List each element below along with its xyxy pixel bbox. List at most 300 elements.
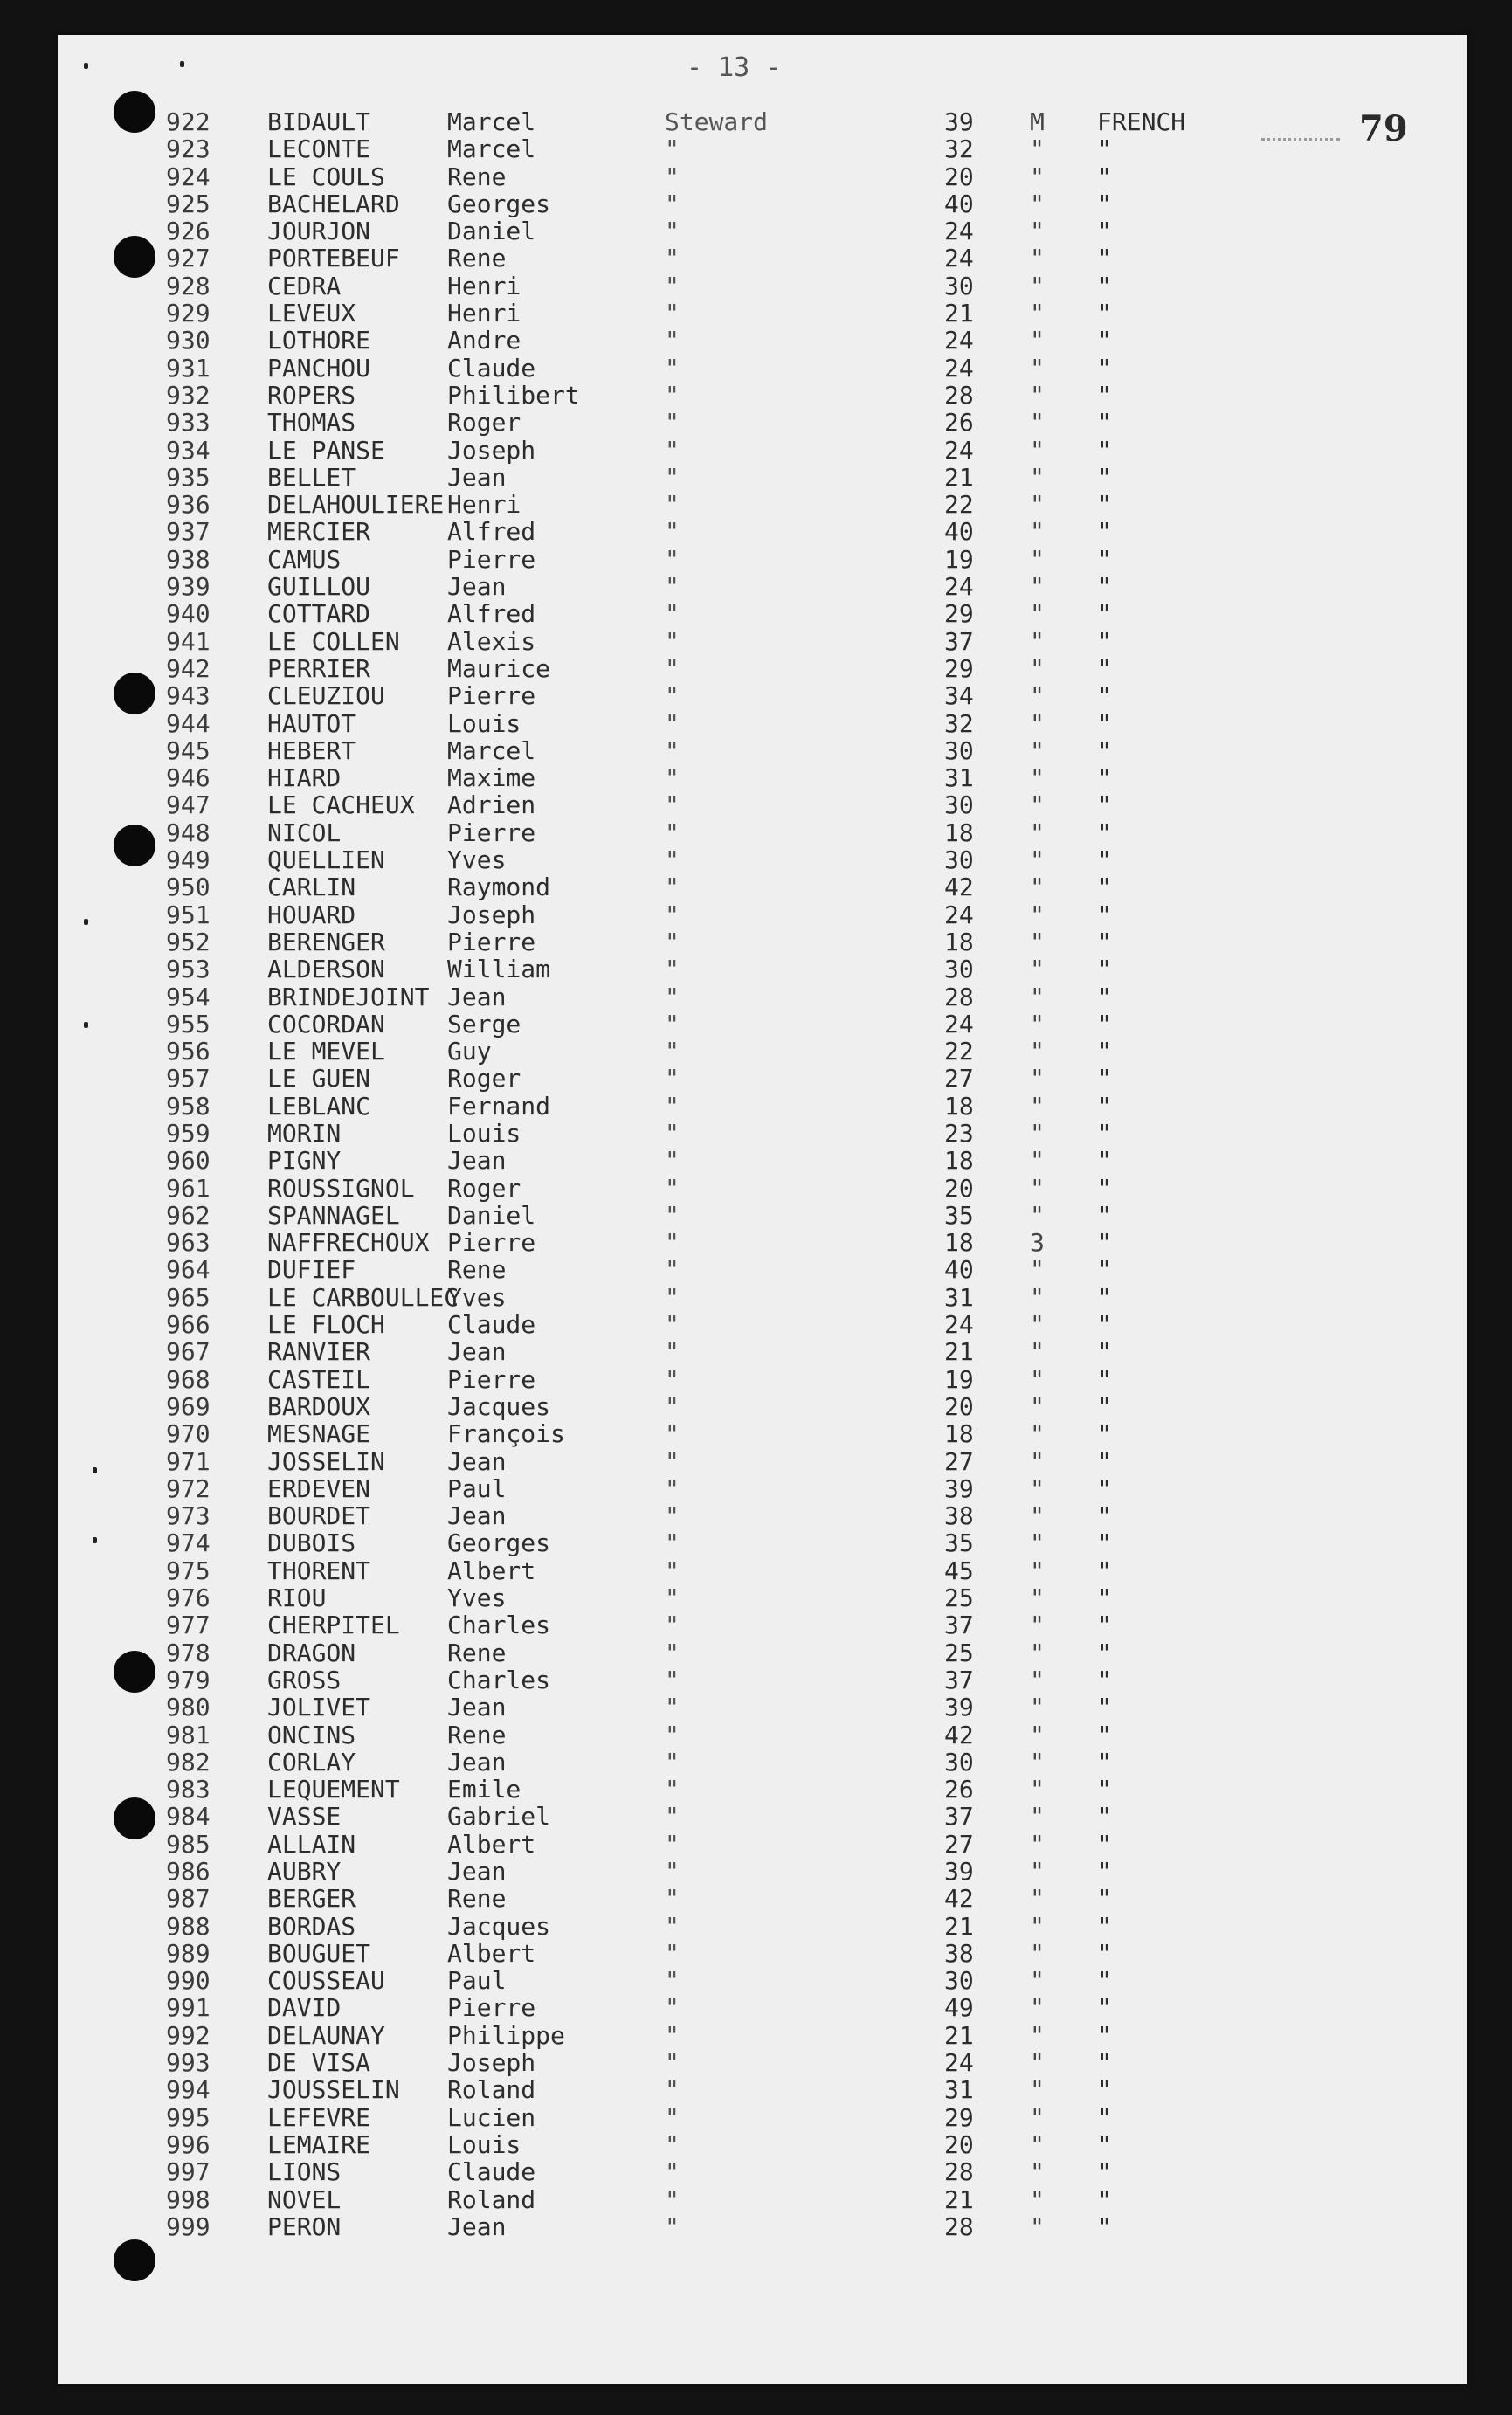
age: 29 <box>944 2102 974 2132</box>
nationality: " <box>1097 1282 1112 1312</box>
surname: LE MEVEL <box>267 1037 385 1066</box>
nationality: " <box>1097 900 1112 929</box>
given-name: Roger <box>447 1173 521 1203</box>
sex: " <box>1030 1037 1045 1066</box>
given-name: Roger <box>447 1064 521 1094</box>
given-name: Charles <box>447 1611 551 1640</box>
given-name: Maurice <box>447 653 551 683</box>
surname: BOURDET <box>267 1501 371 1531</box>
occupation: " <box>665 626 680 656</box>
nationality: " <box>1097 1665 1112 1694</box>
age: 20 <box>944 162 974 191</box>
nationality: " <box>1097 2211 1112 2241</box>
surname: LEFEVRE <box>267 2102 371 2132</box>
given-name: Serge <box>447 1009 521 1038</box>
surname: THOMAS <box>267 408 356 438</box>
sex: " <box>1030 1857 1045 1886</box>
age: 28 <box>944 380 974 410</box>
entry-number: 998 <box>166 2184 211 2214</box>
given-name: Pierre <box>447 818 536 847</box>
entry-number: 984 <box>166 1802 211 1832</box>
sex: " <box>1030 135 1045 164</box>
age: 31 <box>944 1282 974 1312</box>
sex: " <box>1030 544 1045 574</box>
entry-number: 951 <box>166 900 211 929</box>
surname: LEQUEMENT <box>267 1775 400 1804</box>
roster-row <box>58 791 1467 818</box>
given-name: Jean <box>447 462 507 492</box>
nationality: " <box>1097 1200 1112 1230</box>
occupation: " <box>665 1665 680 1694</box>
given-name: Albert <box>447 1829 536 1859</box>
surname: RIOU <box>267 1584 327 1613</box>
sex: " <box>1030 1747 1045 1777</box>
surname: ALDERSON <box>267 955 385 984</box>
occupation: " <box>665 955 680 984</box>
nationality: " <box>1097 982 1112 1011</box>
given-name: Jean <box>447 1501 507 1531</box>
given-name: Jean <box>447 572 507 602</box>
surname: ROUSSIGNOL <box>267 1173 415 1203</box>
given-name: Lucien <box>447 2102 536 2132</box>
surname: PORTEBEUF <box>267 244 400 273</box>
surname: LEVEUX <box>267 299 356 328</box>
age: 31 <box>944 763 974 793</box>
age: 30 <box>944 1966 974 1996</box>
entry-number: 942 <box>166 653 211 683</box>
nationality: " <box>1097 1419 1112 1449</box>
given-name: Jean <box>447 1337 507 1367</box>
surname: DRAGON <box>267 1638 356 1667</box>
entry-number: 976 <box>166 1584 211 1613</box>
given-name: Henri <box>447 271 521 300</box>
given-name: Guy <box>447 1037 492 1066</box>
sex: " <box>1030 982 1045 1011</box>
given-name: Jacques <box>447 1391 551 1421</box>
nationality: FRENCH <box>1097 107 1186 136</box>
nationality: " <box>1097 380 1112 410</box>
surname: ERDEVEN <box>267 1473 371 1503</box>
entry-number: 948 <box>166 818 211 847</box>
sex: " <box>1030 1310 1045 1340</box>
surname: PANCHOU <box>267 353 371 383</box>
roster-row <box>58 464 1467 491</box>
roster-row <box>58 901 1467 928</box>
entry-number: 969 <box>166 1391 211 1421</box>
entry-number: 995 <box>166 2102 211 2132</box>
entry-number: 957 <box>166 1064 211 1094</box>
roster-row <box>58 1311 1467 1338</box>
sex: " <box>1030 955 1045 984</box>
sex: 3 <box>1030 1228 1045 1258</box>
age: 18 <box>944 1419 974 1449</box>
entry-number: 992 <box>166 2020 211 2050</box>
occupation: " <box>665 845 680 875</box>
nationality: " <box>1097 1556 1112 1585</box>
sex: " <box>1030 408 1045 438</box>
age: 24 <box>944 435 974 465</box>
occupation: " <box>665 2048 680 2078</box>
nationality: " <box>1097 1584 1112 1613</box>
age: 38 <box>944 1501 974 1531</box>
sex: " <box>1030 1173 1045 1203</box>
occupation: " <box>665 217 680 246</box>
nationality: " <box>1097 1037 1112 1066</box>
given-name: Alexis <box>447 626 536 656</box>
surname: PERON <box>267 2211 342 2241</box>
age: 40 <box>944 189 974 218</box>
entry-number: 972 <box>166 1473 211 1503</box>
age: 26 <box>944 408 974 438</box>
given-name: Paul <box>447 1966 507 1996</box>
roster-row <box>58 2076 1467 2103</box>
given-name: Jean <box>447 2211 507 2241</box>
occupation: " <box>665 1337 680 1367</box>
surname: CASTEIL <box>267 1364 371 1394</box>
occupation: " <box>665 544 680 574</box>
given-name: Yves <box>447 1584 507 1613</box>
age: 39 <box>944 1473 974 1503</box>
sex: " <box>1030 818 1045 847</box>
occupation: " <box>665 1091 680 1121</box>
given-name: Andre <box>447 326 521 355</box>
roster-row <box>58 1011 1467 1038</box>
sex: " <box>1030 1993 1045 2023</box>
age: 23 <box>944 1118 974 1148</box>
sex: " <box>1030 1064 1045 1094</box>
occupation: " <box>665 599 680 629</box>
sex: " <box>1030 735 1045 765</box>
age: 31 <box>944 2075 974 2105</box>
surname: CORLAY <box>267 1747 356 1777</box>
roster-row <box>58 1338 1467 1365</box>
roster-row <box>58 1611 1467 1639</box>
roster-row <box>58 1147 1467 1174</box>
surname: LE CACHEUX <box>267 790 415 820</box>
age: 21 <box>944 462 974 492</box>
occupation: " <box>665 2020 680 2050</box>
occupation: " <box>665 2184 680 2214</box>
occupation: " <box>665 1391 680 1421</box>
entry-number: 967 <box>166 1337 211 1367</box>
roster-row <box>58 1256 1467 1283</box>
occupation: " <box>665 1693 680 1722</box>
occupation: " <box>665 1200 680 1230</box>
given-name: François <box>447 1419 565 1449</box>
roster-row <box>58 108 1467 135</box>
given-name: Rene <box>447 1255 507 1285</box>
occupation: " <box>665 462 680 492</box>
given-name: Yves <box>447 1282 507 1312</box>
age: 34 <box>944 681 974 711</box>
entry-number: 994 <box>166 2075 211 2105</box>
entry-number: 999 <box>166 2211 211 2241</box>
age: 27 <box>944 1446 974 1476</box>
nationality: " <box>1097 1501 1112 1531</box>
given-name: Jean <box>447 1747 507 1777</box>
roster-row <box>58 1366 1467 1393</box>
entry-number: 940 <box>166 599 211 629</box>
sex: " <box>1030 1200 1045 1230</box>
roster-row <box>58 2131 1467 2158</box>
occupation: " <box>665 1966 680 1996</box>
entry-number: 924 <box>166 162 211 191</box>
roster-row <box>58 764 1467 791</box>
given-name: Pierre <box>447 544 536 574</box>
surname: LE COLLEN <box>267 626 400 656</box>
sex: " <box>1030 873 1045 902</box>
entry-number: 988 <box>166 1911 211 1941</box>
occupation: " <box>665 135 680 164</box>
given-name: William <box>447 955 551 984</box>
given-name: Rene <box>447 1720 507 1749</box>
roster-row <box>58 135 1467 162</box>
roster-row <box>58 1393 1467 1420</box>
occupation: " <box>665 653 680 683</box>
roster-row <box>58 1776 1467 1803</box>
roster-row <box>58 600 1467 627</box>
entry-number: 954 <box>166 982 211 1011</box>
sex: " <box>1030 1091 1045 1121</box>
nationality: " <box>1097 544 1112 574</box>
entry-number: 955 <box>166 1009 211 1038</box>
nationality: " <box>1097 653 1112 683</box>
roster-row <box>58 1722 1467 1749</box>
sex: " <box>1030 1720 1045 1749</box>
roster-row <box>58 1502 1467 1529</box>
age: 28 <box>944 982 974 1011</box>
entry-number: 974 <box>166 1528 211 1558</box>
age: 40 <box>944 1255 974 1285</box>
age: 27 <box>944 1829 974 1859</box>
sex: " <box>1030 2048 1045 2078</box>
given-name: Marcel <box>447 735 536 765</box>
occupation: " <box>665 1037 680 1066</box>
age: 30 <box>944 1747 974 1777</box>
roster-row <box>58 1584 1467 1611</box>
given-name: Henri <box>447 490 521 520</box>
occupation: " <box>665 1255 680 1285</box>
roster-row <box>58 1803 1467 1830</box>
roster-row <box>58 1448 1467 1475</box>
nationality: " <box>1097 1802 1112 1832</box>
nationality: " <box>1097 299 1112 328</box>
surname: BELLET <box>267 462 356 492</box>
entry-number: 949 <box>166 845 211 875</box>
nationality: " <box>1097 2129 1112 2159</box>
surname: BIDAULT <box>267 107 371 136</box>
surname: JOURJON <box>267 217 371 246</box>
occupation: " <box>665 735 680 765</box>
age: 28 <box>944 2157 974 2187</box>
age: 24 <box>944 1009 974 1038</box>
given-name: Daniel <box>447 217 536 246</box>
entry-number: 944 <box>166 708 211 738</box>
occupation: " <box>665 1884 680 1914</box>
age: 32 <box>944 135 974 164</box>
given-name: Pierre <box>447 1993 536 2023</box>
entry-number: 987 <box>166 1884 211 1914</box>
given-name: Rene <box>447 1884 507 1914</box>
sex: " <box>1030 572 1045 602</box>
roster-row <box>58 2213 1467 2240</box>
age: 18 <box>944 1228 974 1258</box>
roster-row <box>58 1420 1467 1447</box>
age: 30 <box>944 735 974 765</box>
sex: " <box>1030 2102 1045 2132</box>
nationality: " <box>1097 408 1112 438</box>
given-name: Joseph <box>447 2048 536 2078</box>
roster-row <box>58 245 1467 272</box>
surname: QUELLIEN <box>267 845 385 875</box>
given-name: Adrien <box>447 790 536 820</box>
nationality: " <box>1097 626 1112 656</box>
surname: CEDRA <box>267 271 342 300</box>
entry-number: 980 <box>166 1693 211 1722</box>
age: 24 <box>944 244 974 273</box>
given-name: Jean <box>447 1857 507 1886</box>
surname: DE VISA <box>267 2048 371 2078</box>
surname: DELAUNAY <box>267 2020 385 2050</box>
occupation: " <box>665 763 680 793</box>
sex: " <box>1030 1611 1045 1640</box>
nationality: " <box>1097 1528 1112 1558</box>
age: 26 <box>944 1775 974 1804</box>
occupation: " <box>665 2211 680 2241</box>
age: 40 <box>944 517 974 547</box>
sex: " <box>1030 1255 1045 1285</box>
surname: HOUARD <box>267 900 356 929</box>
roster-row <box>58 1529 1467 1556</box>
entry-number: 970 <box>166 1419 211 1449</box>
entry-number: 936 <box>166 490 211 520</box>
surname: LOTHORE <box>267 326 371 355</box>
given-name: Marcel <box>447 107 536 136</box>
age: 28 <box>944 2211 974 2241</box>
entry-number: 941 <box>166 626 211 656</box>
roster-row <box>58 2104 1467 2131</box>
sex: " <box>1030 599 1045 629</box>
age: 29 <box>944 599 974 629</box>
given-name: Joseph <box>447 900 536 929</box>
given-name: Albert <box>447 1938 536 1968</box>
sex: " <box>1030 162 1045 191</box>
sex: " <box>1030 1146 1045 1176</box>
entry-number: 978 <box>166 1638 211 1667</box>
age: 39 <box>944 1693 974 1722</box>
sex: " <box>1030 708 1045 738</box>
occupation: " <box>665 1638 680 1667</box>
surname: GROSS <box>267 1665 342 1694</box>
occupation: " <box>665 2102 680 2132</box>
entry-number: 945 <box>166 735 211 765</box>
sex: " <box>1030 763 1045 793</box>
sex: " <box>1030 2020 1045 2050</box>
nationality: " <box>1097 2048 1112 2078</box>
entry-number: 958 <box>166 1091 211 1121</box>
roster-row <box>58 1475 1467 1502</box>
age: 35 <box>944 1528 974 1558</box>
crew-roster <box>58 108 1467 2240</box>
sex: " <box>1030 1829 1045 1859</box>
occupation: " <box>665 2129 680 2159</box>
roster-row <box>58 1967 1467 1994</box>
entry-number: 971 <box>166 1446 211 1476</box>
age: 24 <box>944 2048 974 2078</box>
roster-row <box>58 655 1467 682</box>
roster-row <box>58 928 1467 956</box>
roster-row <box>58 1940 1467 1967</box>
age: 20 <box>944 1391 974 1421</box>
occupation: " <box>665 927 680 956</box>
sex: " <box>1030 626 1045 656</box>
surname: BRINDEJOINT <box>267 982 430 1011</box>
occupation: " <box>665 1802 680 1832</box>
given-name: Alfred <box>447 517 536 547</box>
roster-row <box>58 1749 1467 1776</box>
entry-number: 985 <box>166 1829 211 1859</box>
entry-number: 979 <box>166 1665 211 1694</box>
entry-number: 933 <box>166 408 211 438</box>
occupation: " <box>665 1146 680 1176</box>
surname: CARLIN <box>267 873 356 902</box>
sex: " <box>1030 244 1045 273</box>
occupation: " <box>665 1611 680 1640</box>
surname: BACHELARD <box>267 189 400 218</box>
nationality: " <box>1097 1720 1112 1749</box>
entry-number: 947 <box>166 790 211 820</box>
nationality: " <box>1097 1391 1112 1421</box>
nationality: " <box>1097 1884 1112 1914</box>
occupation: " <box>665 435 680 465</box>
sex: " <box>1030 380 1045 410</box>
given-name: Roland <box>447 2075 536 2105</box>
roster-row <box>58 2049 1467 2076</box>
occupation: " <box>665 1857 680 1886</box>
occupation: Steward <box>665 107 769 136</box>
roster-row <box>58 300 1467 327</box>
sex: " <box>1030 271 1045 300</box>
given-name: Gabriel <box>447 1802 551 1832</box>
occupation: " <box>665 1556 680 1585</box>
entry-number: 935 <box>166 462 211 492</box>
entry-number: 937 <box>166 517 211 547</box>
age: 37 <box>944 1802 974 1832</box>
roster-row <box>58 327 1467 354</box>
age: 30 <box>944 790 974 820</box>
nationality: " <box>1097 2075 1112 2105</box>
given-name: Jacques <box>447 1911 551 1941</box>
roster-row <box>58 819 1467 846</box>
given-name: Marcel <box>447 135 536 164</box>
sex: " <box>1030 1282 1045 1312</box>
nationality: " <box>1097 517 1112 547</box>
age: 29 <box>944 653 974 683</box>
age: 32 <box>944 708 974 738</box>
surname: COTTARD <box>267 599 371 629</box>
sex: " <box>1030 845 1045 875</box>
nationality: " <box>1097 955 1112 984</box>
age: 24 <box>944 326 974 355</box>
given-name: Philippe <box>447 2020 565 2050</box>
age: 24 <box>944 1310 974 1340</box>
occupation: " <box>665 326 680 355</box>
nationality: " <box>1097 1228 1112 1258</box>
occupation: " <box>665 681 680 711</box>
sex: " <box>1030 1118 1045 1148</box>
roster-row <box>58 1175 1467 1202</box>
sex: " <box>1030 1391 1045 1421</box>
